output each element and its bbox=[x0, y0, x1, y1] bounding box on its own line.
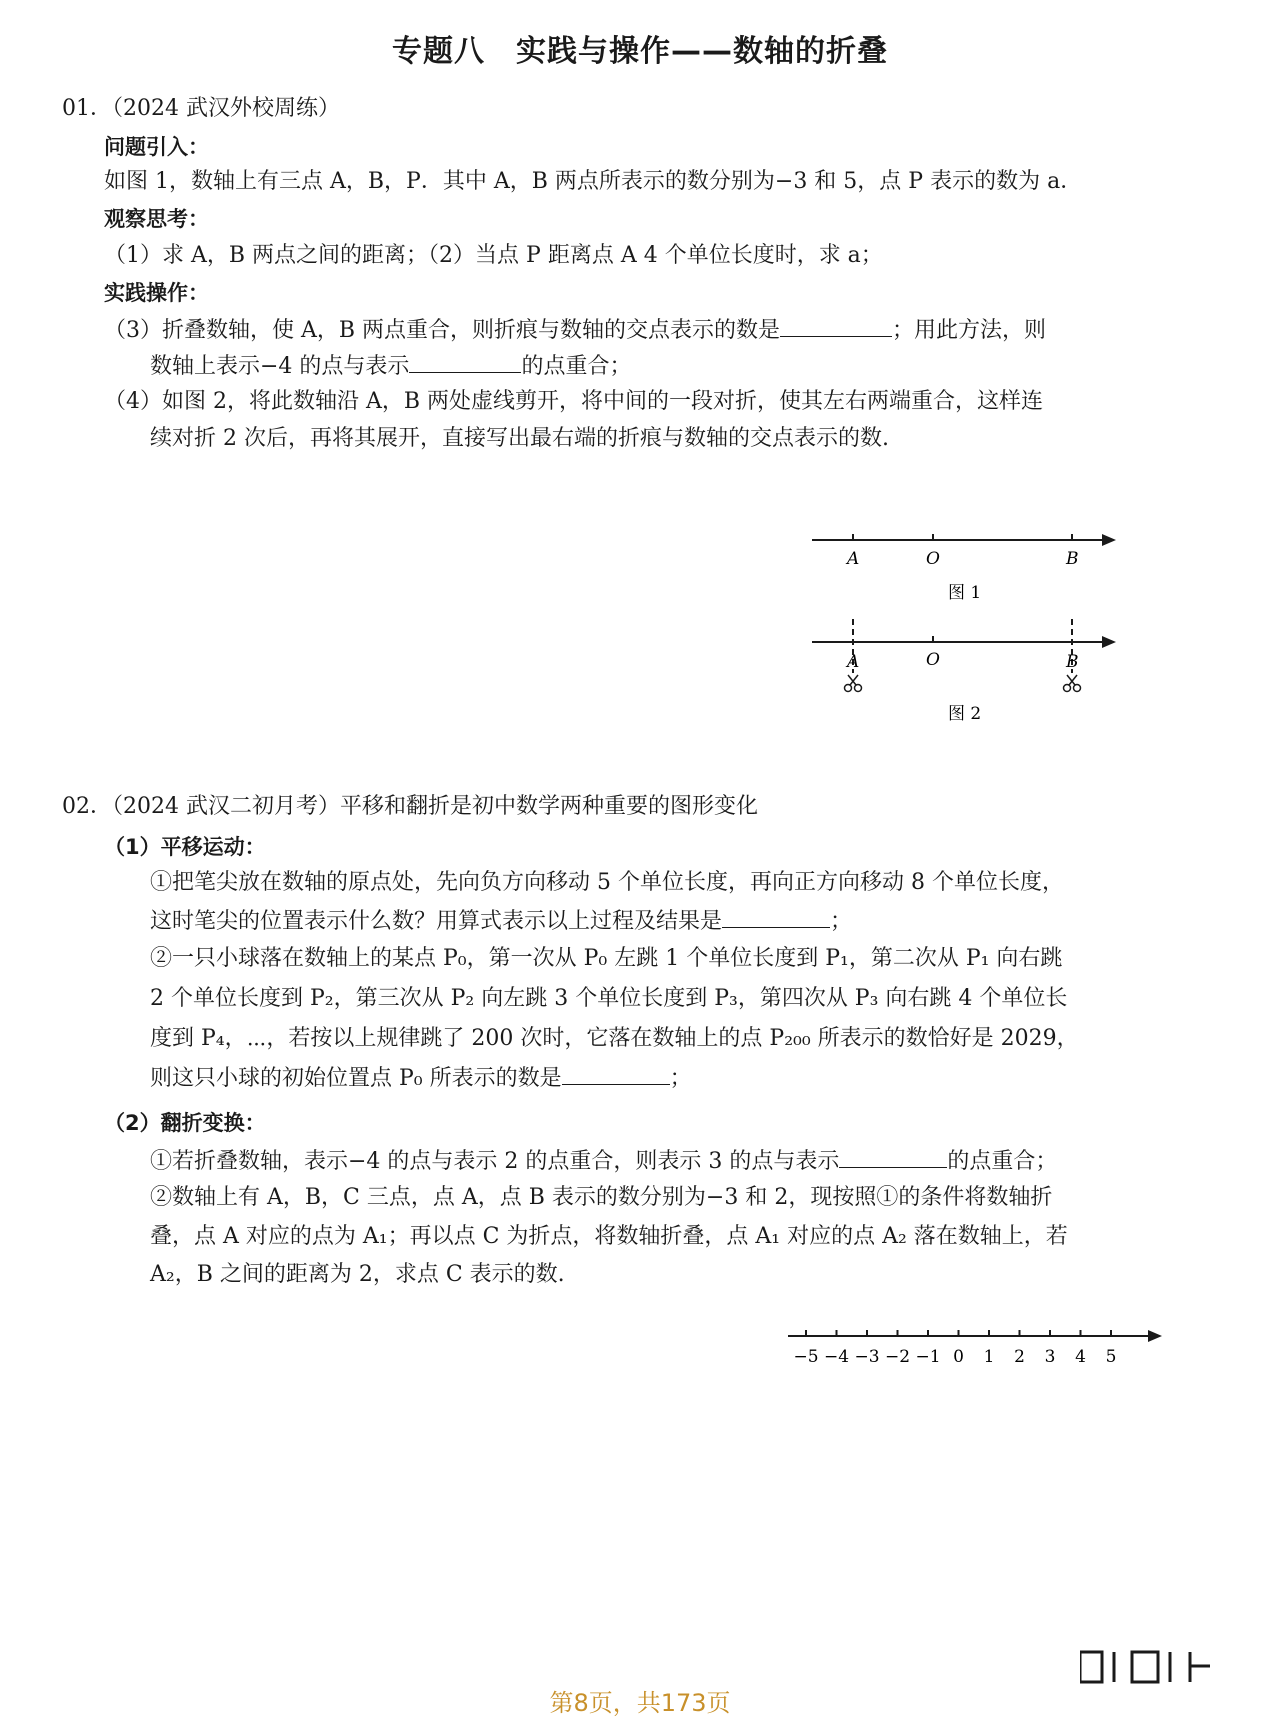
q2-number-line bbox=[780, 1320, 1180, 1376]
q2-s1-item1-end: ； bbox=[830, 909, 853, 934]
axis-tick-label: 0 bbox=[953, 1347, 964, 1367]
q1-intro-text: 如图 1，数轴上有三点 A，B，P．其中 A，B 两点所表示的数分别为−3 和 5，点 P 表示的数为 a． bbox=[104, 169, 1083, 194]
fig2-caption: 图 2 bbox=[948, 704, 982, 724]
q1-observe-text: （1）求 A，B 两点之间的距离；（2）当点 P 距离点 A 4 个单位长度时，求 a； bbox=[104, 243, 883, 268]
fig1-label-b: B bbox=[1066, 549, 1079, 569]
fig1-caption: 图 1 bbox=[948, 583, 982, 600]
axis-tick-label: 2 bbox=[1014, 1347, 1025, 1367]
axis-tick-label: −1 bbox=[915, 1347, 941, 1367]
scissors-icon bbox=[845, 675, 862, 692]
answer-blank[interactable] bbox=[722, 905, 830, 928]
axis-tick-label: −5 bbox=[793, 1347, 819, 1367]
figure-2-number-line bbox=[800, 615, 1140, 725]
q2-s2-item1-end: 的点重合； bbox=[947, 1149, 1058, 1174]
q2-s1-item1-text: 这时笔尖的位置表示什么数？用算式表示以上过程及结果是 bbox=[150, 909, 723, 934]
axis-tick-label: −4 bbox=[823, 1347, 850, 1367]
q2-s1-item1-line1: ①把笔尖放在数轴的原点处，先向负方向移动 5 个单位长度，再向正方向移动 8 个单位长度， bbox=[150, 870, 1064, 895]
page-counter: 第8页，共173页 bbox=[549, 1689, 731, 1717]
q2-heading: 02．（2024 武汉二初月考）平移和翻折是初中数学两种重要的图形变化 bbox=[62, 794, 758, 819]
q2-s2-item2-line3: A₂，B 之间的距离为 2，求点 C 表示的数. bbox=[150, 1262, 565, 1287]
q2-s1-item2-end: ； bbox=[669, 1066, 692, 1091]
axis-tick-label: 1 bbox=[983, 1347, 995, 1367]
q2-s2-item1 bbox=[150, 1145, 1057, 1177]
q2-s1-item2-line4 bbox=[150, 1062, 692, 1094]
q2-s1-item2-line3: 度到 P₄，⋯，若按以上规律跳了 200 次时，它落在数轴上的点 P₂₀₀ 所表示的数恰好是 2029， bbox=[150, 1026, 1079, 1051]
q1-part4-line1: （4）如图 2，将此数轴沿 A，B 两处虚线剪开，将中间的一段对折，使其左右两端重合，这样连 bbox=[104, 389, 1044, 414]
fig2-label-o: O bbox=[926, 650, 940, 670]
fig1-label-o: O bbox=[926, 549, 940, 569]
answer-blank[interactable] bbox=[409, 350, 521, 373]
q1-part4-line2: 续对折 2 次后，再将其展开，直接写出最右端的折痕与数轴的交点表示的数. bbox=[150, 426, 889, 451]
q1-observe-label: 观察思考： bbox=[104, 207, 209, 231]
fig2-label-a: A bbox=[847, 652, 860, 672]
figure-1-number-line bbox=[800, 520, 1140, 600]
q1-part3-line1 bbox=[104, 314, 1046, 346]
q2-section2-label: （2）翻折变换： bbox=[104, 1111, 266, 1135]
axis-tick-label: −3 bbox=[854, 1347, 880, 1367]
axis-tick-label: 5 bbox=[1105, 1347, 1117, 1367]
axis-tick-label: 3 bbox=[1044, 1347, 1056, 1367]
q2-s1-item2-line2: 2 个单位长度到 P₂，第三次从 P₂ 向左跳 3 个单位长度到 P₃，第四次从 P₃ 向右跳 4 个单位长 bbox=[150, 986, 1068, 1011]
q1-part3-line2 bbox=[150, 350, 631, 382]
q2-s2-item2-line1: ②数轴上有 A，B，C 三点，点 A，点 B 表示的数分别为−3 和 2，现按照①的条件将数轴折 bbox=[150, 1185, 1053, 1210]
q1-part3-text-b: ；用此方法，则 bbox=[892, 318, 1047, 343]
q1-part3-text-d: 的点重合； bbox=[521, 354, 632, 379]
q1-practice-label: 实践操作： bbox=[104, 281, 209, 305]
q1-part3-text-c: 数轴上表示−4 的点与表示 bbox=[150, 354, 410, 379]
q1-intro-label: 问题引入： bbox=[104, 135, 209, 159]
answer-blank[interactable] bbox=[839, 1145, 947, 1168]
q2-section1-label: （1）平移运动： bbox=[104, 835, 266, 859]
q1-part3-text-a: （3）折叠数轴，使 A，B 两点重合，则折痕与数轴的交点表示的数是 bbox=[104, 318, 781, 343]
scissors-icon bbox=[1064, 675, 1081, 692]
q1-heading: 01．（2024 武汉外校周练） bbox=[62, 96, 340, 121]
q2-s2-item1-text: ①若折叠数轴，表示−4 的点与表示 2 的点重合，则表示 3 的点与表示 bbox=[150, 1149, 840, 1174]
q2-s1-item2-text: 则这只小球的初始位置点 P₀ 所表示的数是 bbox=[150, 1066, 562, 1091]
page-title: 专题八 实践与操作——数轴的折叠 bbox=[392, 34, 888, 69]
answer-blank[interactable] bbox=[562, 1062, 670, 1085]
q2-s1-item2-line1: ②一只小球落在数轴上的某点 P₀，第一次从 P₀ 左跳 1 个单位长度到 P₁，第二次从 P₁ 向右跳 bbox=[150, 946, 1063, 971]
q2-s2-item2-line2: 叠，点 A 对应的点为 A₁；再以点 C 为折点，将数轴折叠，点 A₁ 对应的点 A₂ 落在数轴上，若 bbox=[150, 1224, 1068, 1249]
answer-blank[interactable] bbox=[780, 314, 892, 337]
scan-mark-icon bbox=[1080, 1646, 1260, 1686]
axis-tick-label: −2 bbox=[884, 1347, 911, 1367]
q2-s1-item1-line2 bbox=[150, 905, 852, 937]
fig1-label-a: A bbox=[847, 549, 860, 569]
axis-tick-label: 4 bbox=[1075, 1347, 1086, 1367]
fig2-label-b: B bbox=[1066, 652, 1079, 672]
